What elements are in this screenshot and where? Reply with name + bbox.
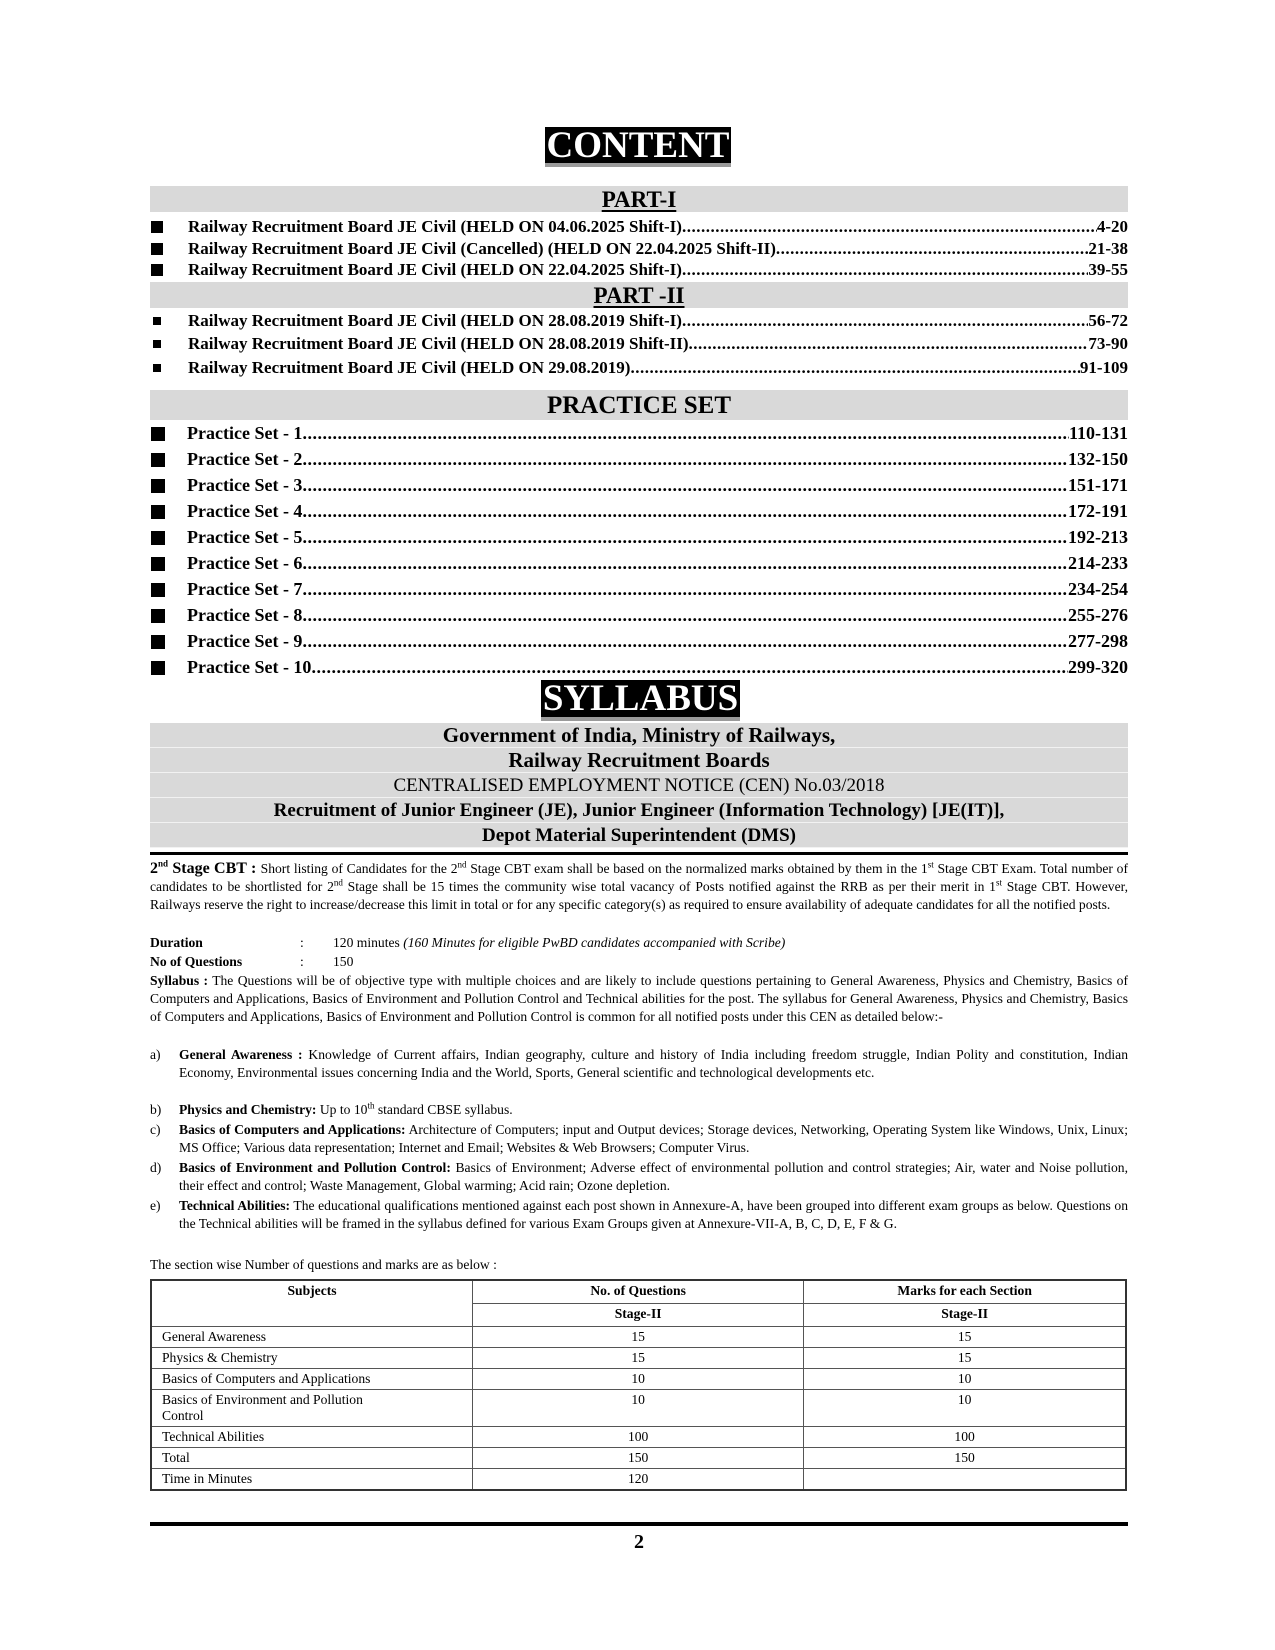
- toc-item[interactable]: [150, 239, 1128, 259]
- leader-dots: [302, 449, 1068, 470]
- table-header: No. of Questions: [473, 1280, 804, 1304]
- toc-item-label: Railway Recruitment Board JE Civil (HELD ON 04.06.2025 Shift-I): [188, 217, 682, 236]
- syllabus-header-band: [150, 723, 1128, 848]
- leader-dots: [302, 475, 1068, 496]
- practice-item[interactable]: [150, 423, 1128, 444]
- topic-item: a) General Awareness : Knowledge of Current affairs, Indian geography, culture and history of India including freedom struggle, Indian Polity and constitution, Indian Economy, Environmental issues concerning India and the World, Sports, General scientific and technological developments etc.: [150, 1047, 1128, 1080]
- table-row: Basics of Computers and Applications 10 10: [151, 1369, 1126, 1390]
- syllabus-title: SYLLABUS: [542, 678, 739, 719]
- table-row: Time in Minutes 120: [151, 1469, 1126, 1491]
- table-intro: The section wise Number of questions and marks are as below :: [150, 1257, 497, 1272]
- practice-item[interactable]: [150, 449, 1128, 470]
- syllabus-header-line: CENTRALISED EMPLOYMENT NOTICE (CEN) No.03/2018: [150, 773, 1128, 798]
- practice-item[interactable]: [150, 553, 1128, 574]
- square-bullet-icon: [151, 583, 165, 597]
- topic-title: Basics of Computers and Applications:: [179, 1122, 406, 1137]
- table-row: Total 150 150: [151, 1448, 1126, 1469]
- practice-item-pages: 172-191: [1068, 501, 1128, 521]
- practice-item-label: Practice Set - 4: [187, 501, 303, 521]
- practice-item-pages: 234-254: [1068, 579, 1128, 599]
- topic-title: Physics and Chemistry:: [179, 1102, 317, 1117]
- practice-item-pages: 151-171: [1068, 475, 1128, 495]
- part1-heading: PART-I: [601, 187, 677, 212]
- practice-item-label: Practice Set - 3: [187, 475, 303, 495]
- table-row: Technical Abilities 100 100: [151, 1427, 1126, 1448]
- topic-title: Basics of Environment and Pollution Control:: [179, 1160, 451, 1175]
- part1-heading-band: [150, 186, 1128, 212]
- square-bullet-icon: [151, 479, 165, 493]
- toc-item-pages: 56-72: [1088, 311, 1128, 330]
- leader-dots: [302, 605, 1068, 626]
- square-bullet-icon: [151, 221, 163, 233]
- practice-item-pages: 132-150: [1068, 449, 1128, 469]
- content-title: CONTENT: [546, 125, 730, 166]
- practice-heading: PRACTICE SET: [546, 392, 732, 419]
- practice-heading-band: [150, 390, 1128, 420]
- topic-item: b) Physics and Chemistry: Up to 10th standard CBSE syllabus.: [150, 1100, 513, 1117]
- topic-item: e) Technical Abilities: The educational qualifications mentioned against each post shown in Annexure-A, have been grouped into different exam groups as below. Questions on the Technical abilities will be framed in the syllabus defined for various Exam Groups given at Annexure-VII-A, B, C, D, E, F & G.: [150, 1198, 1128, 1231]
- leader-dots: [630, 358, 1079, 378]
- toc-item-pages: 39-55: [1088, 260, 1128, 279]
- practice-item-pages: 277-298: [1068, 631, 1128, 651]
- practice-item[interactable]: [150, 475, 1128, 496]
- toc-item[interactable]: [150, 334, 1128, 354]
- toc-item-pages: 4-20: [1096, 217, 1128, 236]
- topic-item: d) Basics of Environment and Pollution Control: Basics of Environment; Adverse effect of environmental pollution and control strategies; Air, water and Noise pollution, their effect and control; Waste Management, Global warming; Acid rain; Ozone depletion.: [150, 1160, 1128, 1193]
- toc-item[interactable]: [150, 311, 1128, 331]
- practice-item-pages: 192-213: [1068, 527, 1128, 547]
- practice-item-pages: 110-131: [1068, 423, 1128, 443]
- square-bullet-icon: [151, 609, 165, 623]
- square-bullet-icon: [151, 243, 163, 255]
- num-questions-value: 150: [333, 954, 354, 969]
- table-header: Marks for each Section: [804, 1280, 1126, 1304]
- leader-dots: [682, 217, 1097, 237]
- topic-title: General Awareness :: [179, 1047, 303, 1062]
- square-bullet-icon: [151, 427, 165, 441]
- syllabus-paragraph: Syllabus : The Questions will be of objective type with multiple choices and are likely to include questions pertaining to General Awareness, Physics and Chemistry, Basics of Computers and Applications, Basics of Environment and Pollution Control and Technical abilities for the post. The syllabus for General Awareness, Physics and Chemistry, Basics of Computers and Applications, Basics of Environment and Pollution Control is common for all notified posts under this CEN as detailed below:-: [150, 973, 1128, 1024]
- practice-item-label: Practice Set - 1: [187, 423, 303, 443]
- practice-item-pages: 255-276: [1068, 605, 1128, 625]
- practice-item[interactable]: [150, 527, 1128, 548]
- toc-item-label: Railway Recruitment Board JE Civil (HELD ON 28.08.2019 Shift-I): [188, 311, 682, 330]
- leader-dots: [302, 501, 1068, 522]
- syllabus-header-line: Government of India, Ministry of Railways,: [150, 723, 1128, 748]
- table-header: Subjects: [151, 1280, 473, 1327]
- leader-dots: [689, 334, 1089, 354]
- footer-divider: [150, 1522, 1128, 1526]
- part2-heading-band: [150, 282, 1128, 308]
- square-bullet-icon: [151, 661, 165, 675]
- toc-item-pages: 91-109: [1079, 358, 1128, 377]
- square-bullet-icon: [151, 453, 165, 467]
- practice-item-label: Practice Set - 6: [187, 553, 303, 573]
- duration-row: Duration : 120 minutes (160 Minutes for eligible PwBD candidates accompanied with Scribe): [150, 935, 786, 950]
- square-bullet-icon: [153, 340, 161, 348]
- toc-item-label: Railway Recruitment Board JE Civil (HELD ON 29.08.2019): [188, 358, 631, 377]
- practice-item-label: Practice Set - 5: [187, 527, 303, 547]
- practice-item[interactable]: [150, 657, 1128, 678]
- syllabus-header-line: Depot Material Superintendent (DMS): [150, 823, 1128, 848]
- toc-item-label: Railway Recruitment Board JE Civil (Cancelled) (HELD ON 22.04.2025 Shift-II): [188, 239, 776, 258]
- toc-item[interactable]: [150, 358, 1128, 378]
- table-row: Basics of Environment and Pollution Control 10 10: [151, 1390, 1126, 1427]
- num-questions-row: No of Questions : 150: [150, 954, 354, 969]
- practice-item[interactable]: [150, 631, 1128, 652]
- square-bullet-icon: [153, 317, 161, 325]
- leader-dots: [682, 311, 1088, 331]
- practice-item-label: Practice Set - 8: [187, 605, 303, 625]
- square-bullet-icon: [151, 531, 165, 545]
- practice-item-label: Practice Set - 10: [187, 657, 312, 677]
- leader-dots: [302, 579, 1068, 600]
- topic-item: c) Basics of Computers and Applications: Architecture of Computers; input and Output devices; Storage devices, Networking, Operating System like Windows, Unix, Linux; MS Office; Various data representation; Internet and Email; Websites & Web Browsers; Computer Virus.: [150, 1122, 1128, 1155]
- stage-cbt-paragraph: 2nd Stage CBT : Short listing of Candidates for the 2nd Stage CBT exam shall be based on the normalized marks obtained by them in the 1st Stage CBT Exam. Total number of candidates to be shortlisted for 2nd Stage shall be 15 times the community wise total vacancy of Posts notified against the RRB as per their merit in 1st Stage CBT. However, Railways reserve the right to increase/decrease this limit in total or for any specific category(s) as required to ensure availability of adequate candidates for all the notified posts.: [150, 858, 1128, 912]
- syllabus-header-line: Railway Recruitment Boards: [150, 748, 1128, 773]
- square-bullet-icon: [153, 364, 161, 372]
- practice-item-pages: 299-320: [1068, 657, 1128, 677]
- practice-item-pages: 214-233: [1068, 553, 1128, 573]
- stage-cbt-label: 2nd Stage CBT :: [150, 858, 261, 877]
- square-bullet-icon: [151, 264, 163, 276]
- table-subheader: Stage-II: [473, 1304, 804, 1327]
- toc-item-pages: 73-90: [1088, 334, 1128, 353]
- practice-item-label: Practice Set - 7: [187, 579, 303, 599]
- toc-item[interactable]: [150, 260, 1128, 280]
- topic-title: Technical Abilities:: [179, 1198, 291, 1213]
- practice-item-label: Practice Set - 9: [187, 631, 303, 651]
- square-bullet-icon: [151, 557, 165, 571]
- leader-dots: [302, 527, 1068, 548]
- page-number: 2: [634, 1531, 644, 1553]
- duration-value: 120 minutes: [333, 935, 404, 950]
- table-row: Physics & Chemistry 15 15: [151, 1348, 1126, 1369]
- practice-item-label: Practice Set - 2: [187, 449, 303, 469]
- toc-item[interactable]: [150, 217, 1128, 237]
- marks-table: [150, 1279, 1127, 1491]
- toc-item-label: Railway Recruitment Board JE Civil (HELD ON 28.08.2019 Shift-II): [188, 334, 689, 353]
- part2-heading: PART -II: [593, 283, 685, 308]
- leader-dots: [776, 239, 1088, 259]
- table-subheader: Stage-II: [804, 1304, 1126, 1327]
- section-divider: [150, 852, 1128, 855]
- syllabus-header-line: Recruitment of Junior Engineer (JE), Junior Engineer (Information Technology) [JE(IT)],: [150, 798, 1128, 823]
- toc-item-pages: 21-38: [1088, 239, 1128, 258]
- duration-key: Duration: [150, 935, 203, 950]
- num-questions-key: No of Questions: [150, 954, 243, 969]
- practice-item[interactable]: [150, 501, 1128, 522]
- practice-item[interactable]: [150, 579, 1128, 600]
- leader-dots: [311, 657, 1068, 678]
- syllabus-label: Syllabus :: [150, 973, 209, 988]
- leader-dots: [302, 631, 1068, 652]
- leader-dots: [302, 553, 1068, 574]
- toc-item-label: Railway Recruitment Board JE Civil (HELD ON 22.04.2025 Shift-I): [188, 260, 682, 279]
- table-row: General Awareness 15 15: [151, 1327, 1126, 1348]
- square-bullet-icon: [151, 635, 165, 649]
- duration-note: (160 Minutes for eligible PwBD candidates accompanied with Scribe): [403, 935, 786, 950]
- square-bullet-icon: [151, 505, 165, 519]
- leader-dots: [682, 260, 1088, 280]
- practice-item[interactable]: [150, 605, 1128, 626]
- leader-dots: [302, 423, 1069, 444]
